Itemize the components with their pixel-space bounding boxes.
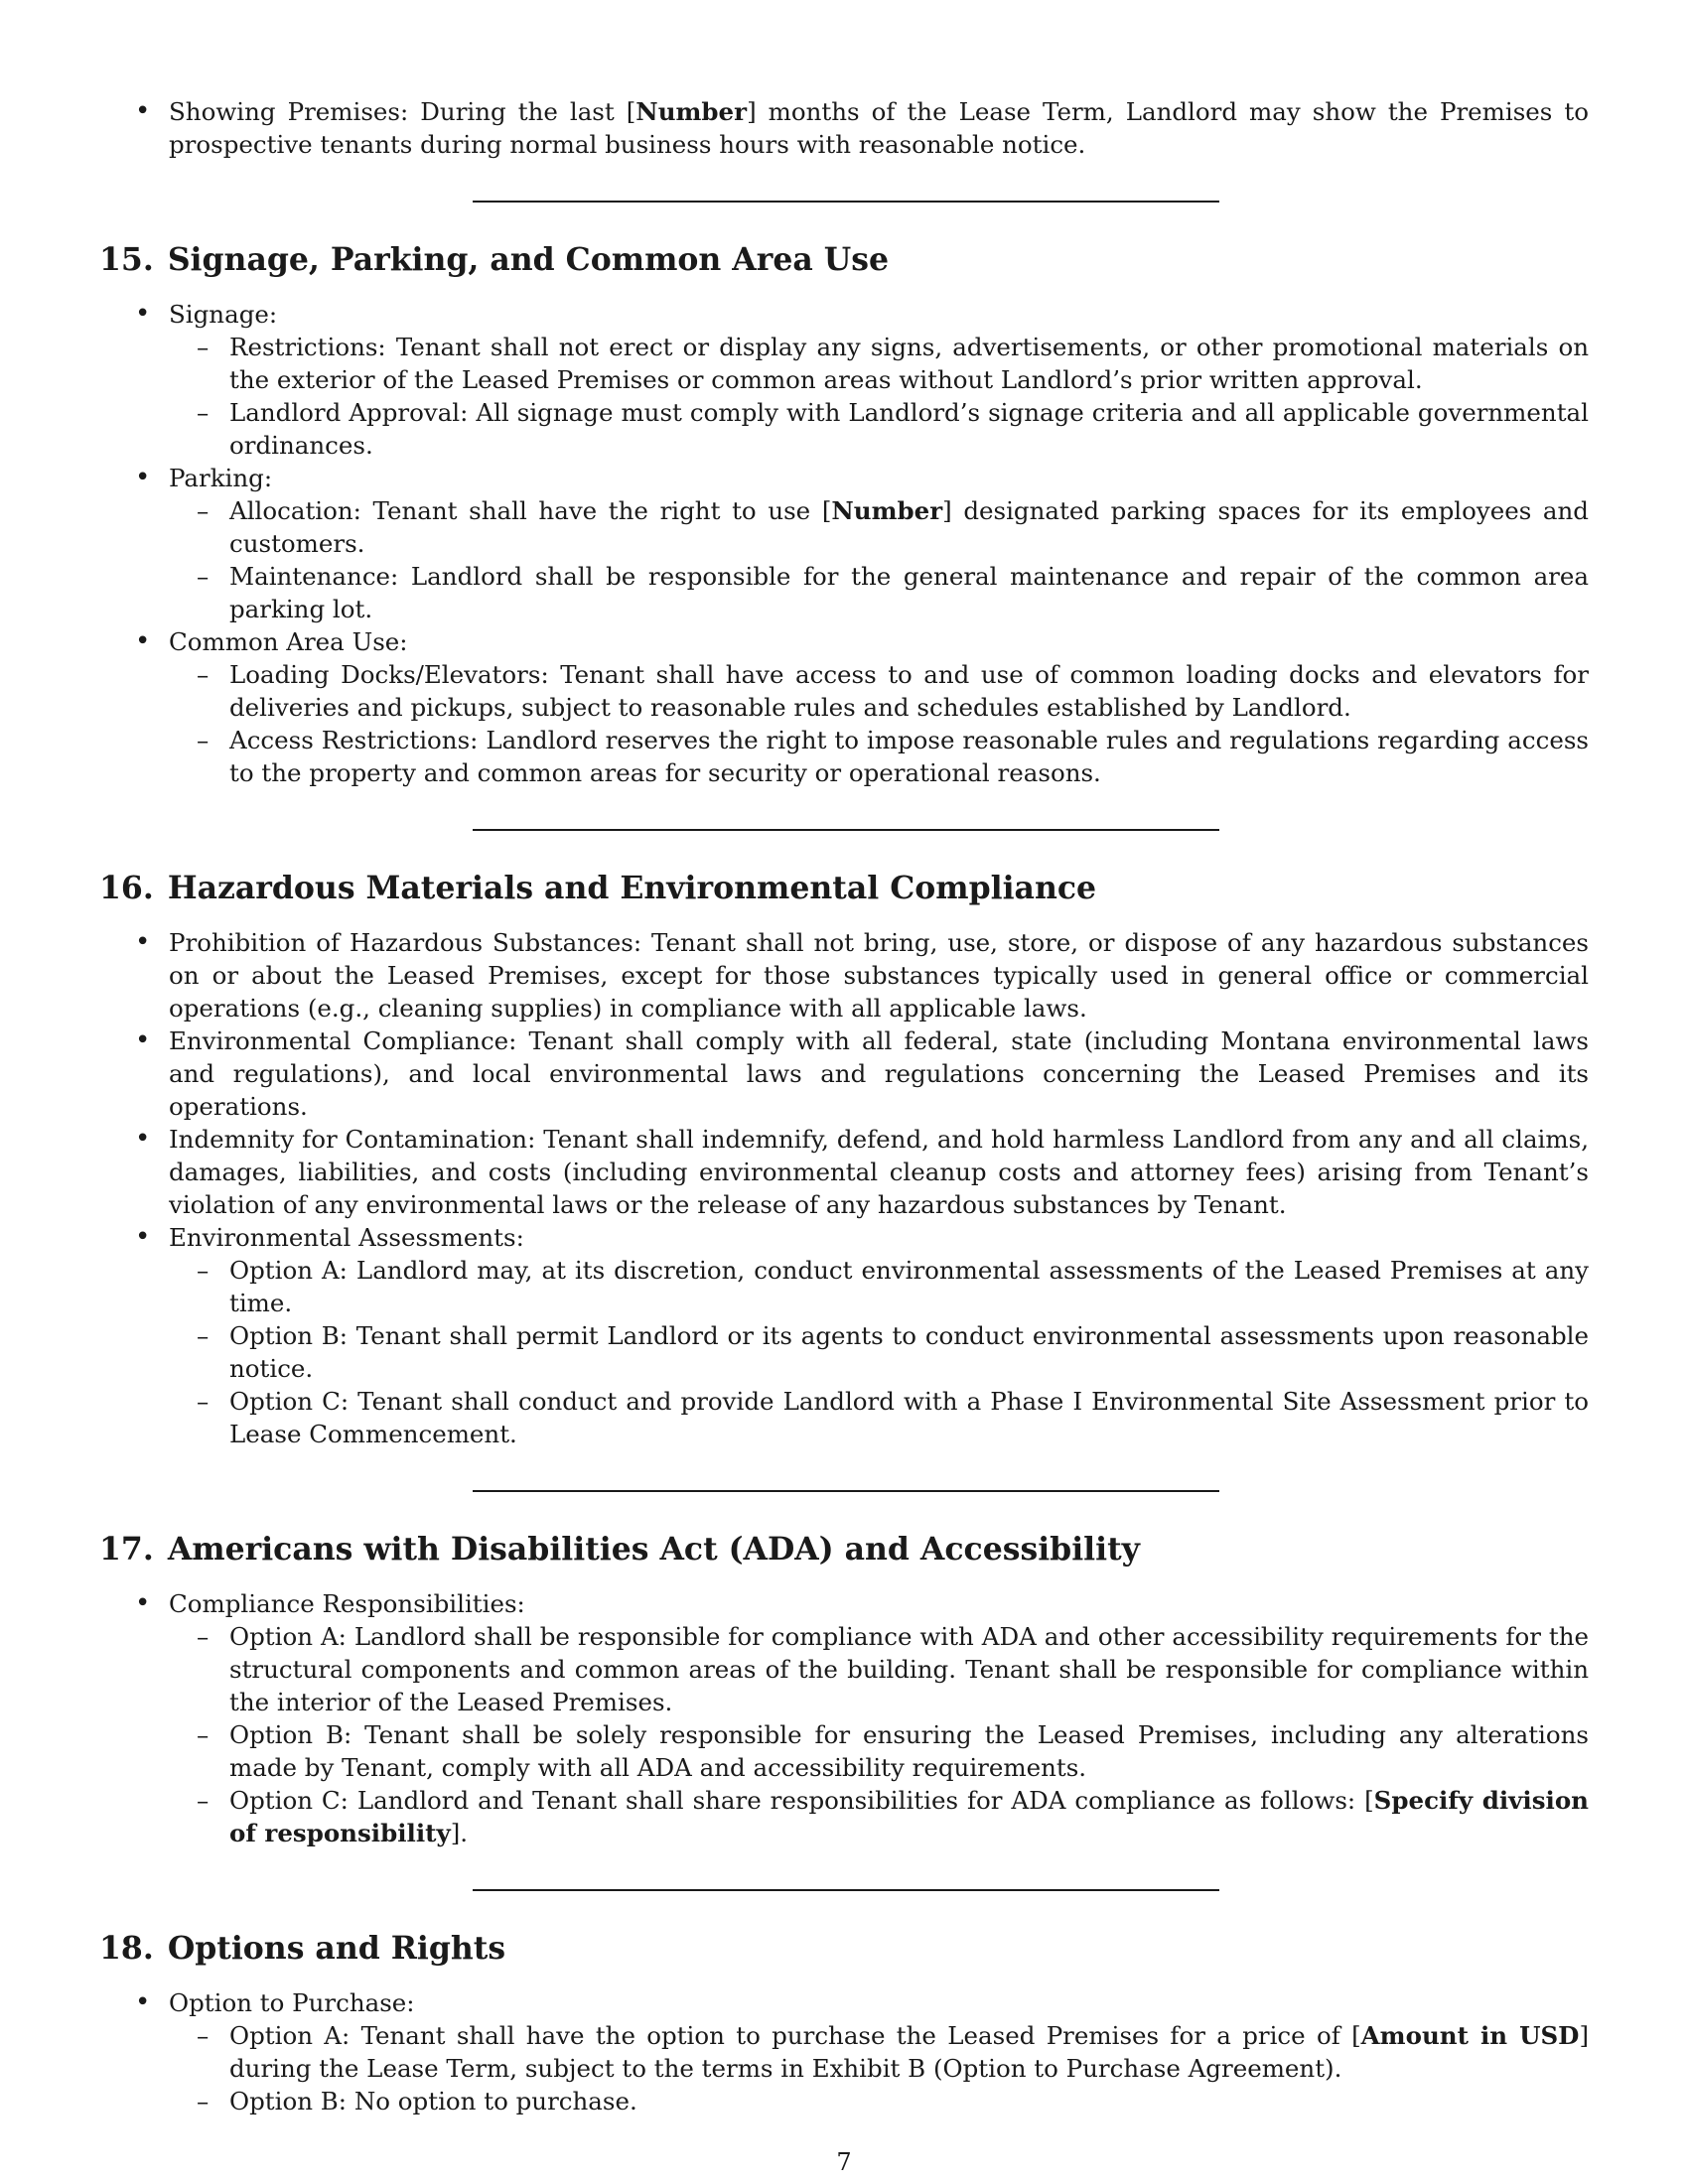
section-16-list — [99, 926, 1589, 1450]
loading-docks-item: – Loading Docks/Elevators: Tenant shall have access to and use of common loading docks and elevators for deliveries and pickups, subject to reasonable rules and schedules established by Landlord. — [169, 658, 1589, 724]
assessment-option-b: – Option B: Tenant shall permit Landlord or its agents to conduct environmental assessments upon reasonable notice. — [169, 1319, 1589, 1385]
parking-item: • Parking: – Allocation: Tenant shall have the right to use [Number] designated parking spaces for its employees and customers. – Maintenance: Landlord shall be responsible for the general maintenance and repair of the common area parking lot. — [99, 462, 1589, 625]
signage-sublist — [169, 331, 1589, 462]
compliance-responsibilities-item: • Compliance Responsibilities: – Option A: Landlord shall be responsible for compliance with ADA and other accessibility requirements for the structural components and common areas of the building. Tenant shall be responsible for compliance within the interior of the Leased Premises. – Option B: Tenant shall be solely responsible for ensuring the Leased Premises, including any alterations made by Tenant, comply with all ADA and accessibility requirements. – Option C: Landlord and Tenant shall share responsibilities for ADA compliance as follows: [Specify division of responsibility]. — [99, 1587, 1589, 1849]
section-15-heading: 15. Signage, Parking, and Common Area Use — [99, 241, 889, 278]
environmental-compliance-item: • Environmental Compliance: Tenant shall comply with all federal, state (including Montana environmental laws and regulations), and local environmental laws and regulations concerning the Leased Premises and its operations. — [99, 1024, 1589, 1123]
section-divider — [473, 829, 1219, 831]
section-17-heading: 17. Americans with Disabilities Act (ADA) and Accessibility — [99, 1531, 1140, 1568]
environmental-assessments-item: • Environmental Assessments: – Option A: Landlord may, at its discretion, conduct environmental assessments of the Leased Premises at any time. – Option B: Tenant shall permit Landlord or its agents to conduct environmental assessments upon reasonable notice. – Option C: Tenant shall conduct and provide Landlord with a Phase I Environmental Site Assessment prior to Lease Commencement. — [99, 1221, 1589, 1450]
prohibition-item: • Prohibition of Hazardous Substances: Tenant shall not bring, use, store, or dispose of any hazardous substances on or about the Leased Premises, except for those substances typically used in general office or commercial operations (e.g., cleaning supplies) in compliance with all applicable laws. — [99, 926, 1589, 1024]
page-number: 7 — [836, 2148, 852, 2176]
purchase-option-b: – Option B: No option to purchase. — [169, 2085, 1589, 2117]
ada-options-sublist — [169, 1620, 1589, 1849]
signage-item: • Signage: – Restrictions: Tenant shall not erect or display any signs, advertisements, or other promotional materials on the exterior of the Leased Premises or common areas without Landlord’s prior written approval. – Landlord Approval: All signage must comply with Landlord’s signage criteria and all applicable governmental ordinances. — [99, 298, 1589, 462]
option-to-purchase-item: • Option to Purchase: – Option A: Tenant shall have the option to purchase the Leased Premises for a price of [Amount in USD] during the Lease Term, subject to the terms in Exhibit B (Option to Purchase Agreement). – Option B: No option to purchase. — [99, 1986, 1589, 2117]
assessments-sublist — [169, 1254, 1589, 1450]
section-divider — [473, 1490, 1219, 1492]
section-18-list — [99, 1986, 1589, 2117]
section-16-heading: 16. Hazardous Materials and Environmental Compliance — [99, 870, 1097, 906]
page-content — [99, 95, 1589, 2117]
purchase-option-a: – Option A: Tenant shall have the option to purchase the Leased Premises for a price of [Amount in USD] during the Lease Term, subject to the terms in Exhibit B (Option to Purchase Agreement). — [169, 2019, 1589, 2085]
landlord-approval-item: – Landlord Approval: All signage must comply with Landlord’s signage criteria and all applicable governmental ordinances. — [169, 396, 1589, 462]
ada-option-a: – Option A: Landlord shall be responsible for compliance with ADA and other accessibility requirements for the structural components and common areas of the building. Tenant shall be responsible for compliance within the interior of the Leased Premises. — [169, 1620, 1589, 1718]
maintenance-item: – Maintenance: Landlord shall be responsible for the general maintenance and repair of the common area parking lot. — [169, 560, 1589, 625]
common-area-item: • Common Area Use: – Loading Docks/Elevators: Tenant shall have access to and use of common loading docks and elevators for deliveries and pickups, subject to reasonable rules and schedules established by Landlord. – Access Restrictions: Landlord reserves the right to impose reasonable rules and regulations regarding access to the property and common areas for security or operational reasons. — [99, 625, 1589, 789]
intro-list — [99, 95, 1589, 161]
section-15-list — [99, 298, 1589, 789]
restrictions-item: – Restrictions: Tenant shall not erect or display any signs, advertisements, or other promotional materials on the exterior of the Leased Premises or common areas without Landlord’s prior written approval. — [169, 331, 1589, 396]
common-area-sublist — [169, 658, 1589, 789]
ada-option-b: – Option B: Tenant shall be solely responsible for ensuring the Leased Premises, including any alterations made by Tenant, comply with all ADA and accessibility requirements. — [169, 1718, 1589, 1784]
assessment-option-c: – Option C: Tenant shall conduct and provide Landlord with a Phase I Environmental Site Assessment prior to Lease Commencement. — [169, 1385, 1589, 1450]
section-divider — [473, 201, 1219, 203]
purchase-options-sublist — [169, 2019, 1589, 2117]
parking-sublist — [169, 494, 1589, 625]
section-17-list — [99, 1587, 1589, 1849]
assessment-option-a: – Option A: Landlord may, at its discretion, conduct environmental assessments of the Leased Premises at any time. — [169, 1254, 1589, 1319]
access-restrictions-item: – Access Restrictions: Landlord reserves the right to impose reasonable rules and regulations regarding access to the property and common areas for security or operational reasons. — [169, 724, 1589, 789]
showing-premises-item: • Showing Premises: During the last [Number] months of the Lease Term, Landlord may show the Premises to prospective tenants during normal business hours with reasonable notice. — [99, 95, 1589, 161]
ada-option-c: – Option C: Landlord and Tenant shall share responsibilities for ADA compliance as follows: [Specify division of responsibility]. — [169, 1784, 1589, 1849]
section-18-heading: 18. Options and Rights — [99, 1930, 506, 1967]
allocation-item: – Allocation: Tenant shall have the right to use [Number] designated parking spaces for its employees and customers. — [169, 494, 1589, 560]
section-divider — [473, 1889, 1219, 1891]
indemnity-item: • Indemnity for Contamination: Tenant shall indemnify, defend, and hold harmless Landlord from any and all claims, damages, liabilities, and costs (including environmental cleanup costs and attorney fees) arising from Tenant’s violation of any environmental laws or the release of any hazardous substances by Tenant. — [99, 1123, 1589, 1221]
